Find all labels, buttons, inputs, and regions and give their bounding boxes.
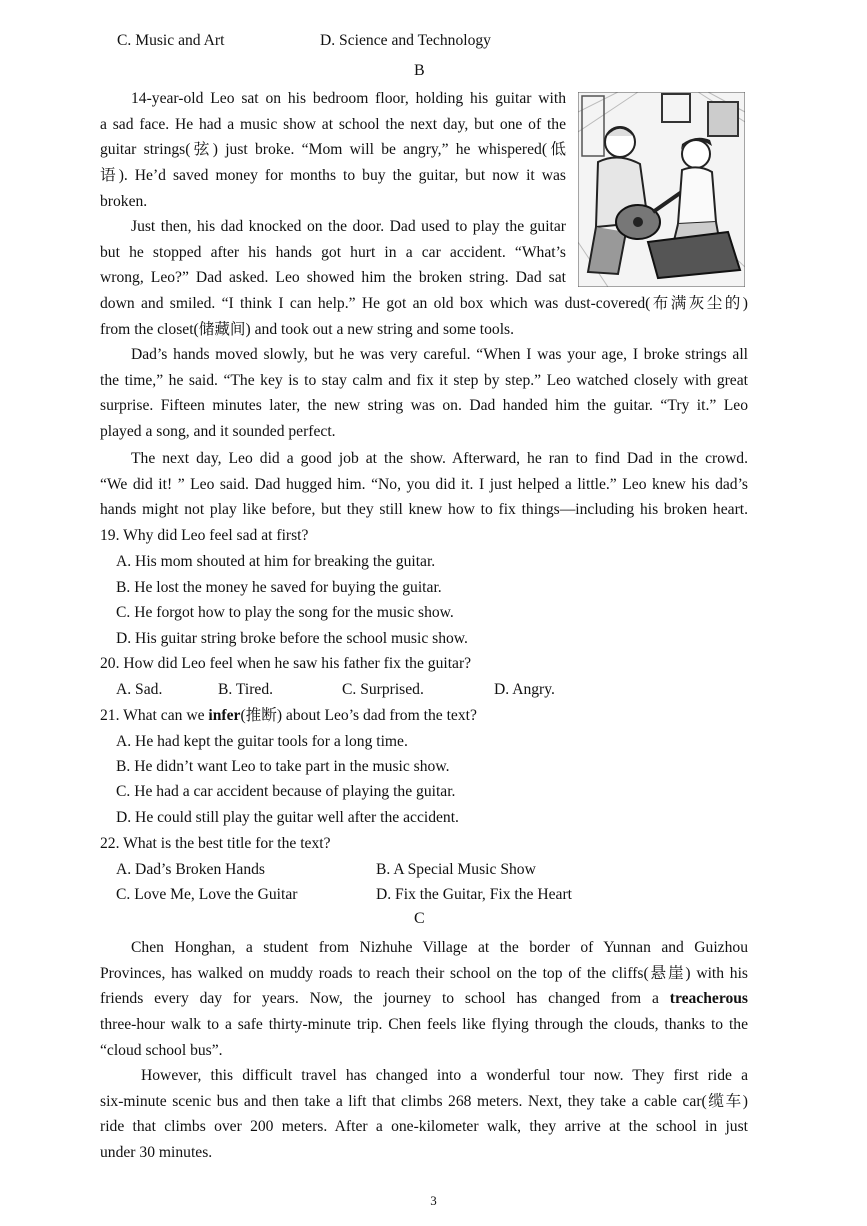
question-20-option-c: C. Surprised. xyxy=(342,681,424,698)
text-line: from the closet(储藏间) and took out a new string and some tools. xyxy=(100,320,515,338)
text-line: Dad’s hands moved slowly, but he was very careful. “When I was your age, I broke strings all xyxy=(131,346,748,363)
page-number: 3 xyxy=(430,1193,437,1208)
text-line xyxy=(100,986,748,1012)
question-20-option-a: A. Sad. xyxy=(116,681,163,698)
text-line: the time,” he said. “The key is to stay calm and fix it step by step.” Leo watched closely with great xyxy=(100,371,748,389)
keyword-treacherous: treacherous xyxy=(669,990,748,1008)
section-c-paragraph-1 xyxy=(100,935,748,1064)
text-line: 14-year-old Leo sat on his bedroom floor, holding his guitar with xyxy=(131,90,566,107)
text-line: The next day, Leo did a good job at the show. Afterward, he ran to find Dad in the crowd. xyxy=(131,450,748,467)
text-line: but he stopped after his hands got hurt in a car accident. “What’s xyxy=(100,243,566,261)
question-19-option-b: B. He lost the money he saved for buying the guitar. xyxy=(116,579,442,596)
text-line: a sad face. He had a music show at school the next day, but one of the xyxy=(100,115,566,133)
question-19-stem: 19. Why did Leo feel sad at first? xyxy=(100,527,309,544)
keyword-infer: infer xyxy=(208,707,241,724)
section-c-heading: C xyxy=(414,910,425,927)
text-segment: friends every day for years. Now, the journey to school has changed from a xyxy=(100,990,670,1008)
question-20-option-b: B. Tired. xyxy=(218,681,274,698)
text-line: However, this difficult travel has changed into a wonderful tour now. They first ride a xyxy=(141,1067,748,1084)
question-19-option-a: A. His mom shouted at him for breaking the guitar. xyxy=(116,553,436,570)
question-21-option-b: B. He didn’t want Leo to take part in the music show. xyxy=(116,758,450,775)
question-22-stem: 22. What is the best title for the text? xyxy=(100,835,331,852)
text-line: guitar strings(弦) just broke. “Mom will be angry,” he whispered(低 xyxy=(100,141,566,159)
question-21-option-a: A. He had kept the guitar tools for a long time. xyxy=(116,733,408,750)
text-line: three-hour walk to a safe thirty-minute trip. Chen feels like flying through the clouds, thanks to the xyxy=(100,1016,748,1034)
text-line: ride that climbs over 200 meters. After a one-kilometer walk, they arrive at the school in just xyxy=(100,1118,748,1136)
text-line: 语). He’d saved money for months to buy the guitar, but now it was xyxy=(100,167,566,185)
question-22-option-d: D. Fix the Guitar, Fix the Heart xyxy=(376,886,572,903)
section-b-paragraph-4 xyxy=(100,446,748,523)
text-line: down and smiled. “I think I can help.” He got an old box which was dust-covered(布满灰尘的) xyxy=(100,295,748,313)
question-21-option-d: D. He could still play the guitar well after the accident. xyxy=(116,809,459,826)
option-c-previous: C. Music and Art xyxy=(117,32,225,49)
text-line: Chen Honghan, a student from Nizhuhe Village at the border of Yunnan and Guizhou xyxy=(131,939,748,956)
section-b-paragraph-2 xyxy=(100,214,748,343)
question-22-option-a: A. Dad’s Broken Hands xyxy=(116,861,265,878)
option-d-previous: D. Science and Technology xyxy=(320,32,491,49)
question-21-stem-start: 21. What can we xyxy=(100,707,209,724)
section-b-paragraph-3 xyxy=(100,342,748,445)
text-line: “cloud school bus”. xyxy=(100,1041,223,1059)
section-b-paragraph-1 xyxy=(100,86,566,215)
question-22-option-c: C. Love Me, Love the Guitar xyxy=(116,886,298,903)
section-b-heading: B xyxy=(414,62,425,79)
question-21-stem xyxy=(100,703,477,729)
question-21-stem-end: (推断) about Leo’s dad from the text? xyxy=(240,707,477,724)
text-line: wrong, Leo?” Dad asked. Leo showed him the broken string. Dad sat xyxy=(100,269,566,287)
question-21-option-c: C. He had a car accident because of playing the guitar. xyxy=(116,783,456,800)
text-line: “We did it! ” Leo said. Dad hugged him. “No, you did it. I just helped a little.” Leo knew his dad’s xyxy=(100,475,748,493)
text-line: hands might not play like before, but they still knew how to fix things—including his broken heart. xyxy=(100,501,748,519)
text-line: under 30 minutes. xyxy=(100,1144,213,1162)
question-20-option-d: D. Angry. xyxy=(494,681,555,698)
text-line: Just then, his dad knocked on the door. Dad used to play the guitar xyxy=(131,218,566,235)
text-line: surprise. Fifteen minutes later, the new string was on. Dad handed him the guitar. “Try it.” Leo xyxy=(100,397,748,415)
question-19-option-c: C. He forgot how to play the song for the music show. xyxy=(116,604,454,621)
text-line: played a song, and it sounded perfect. xyxy=(100,423,336,441)
text-line: broken. xyxy=(100,192,148,210)
question-22-option-b: B. A Special Music Show xyxy=(376,861,536,878)
question-19-option-d: D. His guitar string broke before the school music show. xyxy=(116,630,468,647)
text-line: Provinces, has walked on muddy roads to reach their school on the top of the cliffs(悬崖) with his xyxy=(100,964,748,982)
text-line: six-minute scenic bus and then take a lift that climbs 268 meters. Next, they take a cable car(缆车) xyxy=(100,1092,748,1110)
section-c-paragraph-2 xyxy=(100,1063,748,1166)
question-20-stem: 20. How did Leo feel when he saw his father fix the guitar? xyxy=(100,655,472,672)
